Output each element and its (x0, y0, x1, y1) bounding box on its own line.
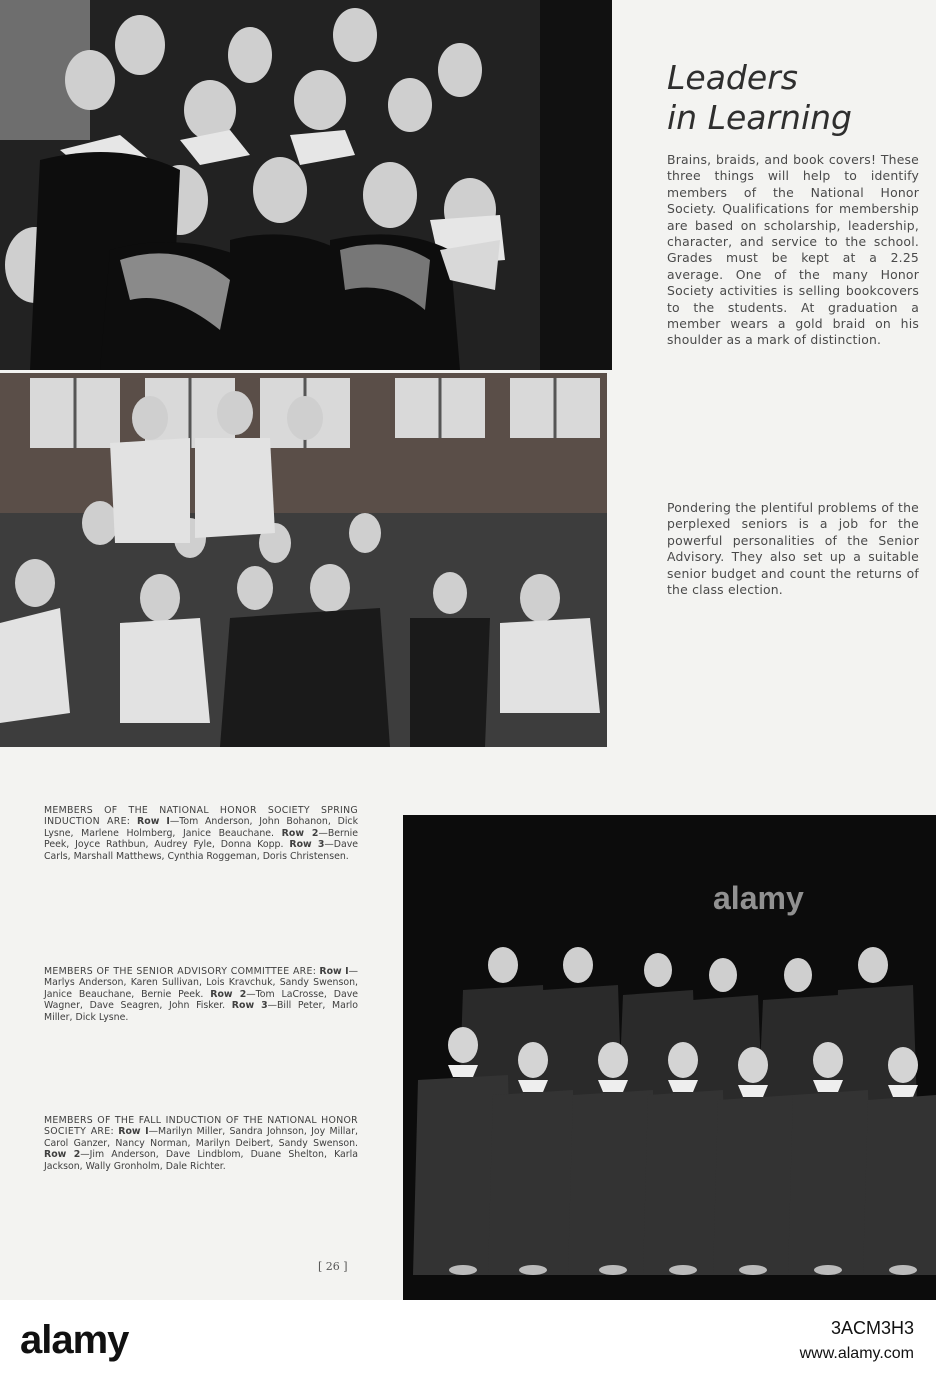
row-label: Row 2 (44, 1149, 81, 1161)
page-number: [ 26 ] (318, 1260, 348, 1273)
senior-advisory-caption (44, 966, 358, 1023)
row-names: —Tom Anderson, John Bohanon, Dick Lysne, Marlene Holmberg, Janice Beauchane. (44, 816, 359, 839)
headline (667, 58, 927, 138)
stock-footer (0, 1300, 936, 1390)
headline-line-2: in Learning (667, 98, 852, 137)
row-names: —Bill Peter, Marlo Miller, Dick Lysne. (44, 1000, 359, 1023)
honor-society-paragraph: Brains, braids, and book covers! These three things will help to identify members of the National Honor Society. Qualifications for membership are based on scholarship, leadership, character, and service to the school. Grades must be kept at a 2.25 average. One of the many Honor Society activities is selling bookcovers to the students. At graduation a member wears a gold braid on his shoulder as a mark of distinction. (667, 152, 919, 348)
caption-heading: MEMBERS OF THE FALL INDUCTION OF THE NATIONAL HONOR SOCIETY ARE: (44, 1115, 358, 1138)
row-label: Row 2 (210, 988, 247, 1000)
honor-society-spring-photo (0, 0, 612, 370)
image-id: 3ACM3H3 (830, 1318, 914, 1338)
row-names: —Bernie Peek, Joyce Rathbun, Audrey Fyle, Donna Kopp. (44, 827, 359, 851)
spring-induction-caption (44, 805, 358, 862)
watermark-logo: alamy (713, 880, 804, 916)
alamy-logo: alamy (20, 1318, 129, 1362)
fall-induction-caption (44, 1115, 358, 1172)
row-label: Row I (118, 1126, 149, 1138)
caption-heading: MEMBERS OF THE SENIOR ADVISORY COMMITTEE ARE: (44, 966, 317, 977)
fall-induction-photo (403, 815, 936, 1300)
row-names: —Marilyn Miller, Sandra Johnson, Joy Millar, Carol Ganzer, Nancy Norman, Marilyn Deibert, Sandy Swenson. (44, 1126, 358, 1149)
row-names: —Jim Anderson, Dave Lindblom, Duane Shelton, Karla Jackson, Wally Gronholm, Dale Richter. (44, 1149, 359, 1172)
row-names: —Marlys Anderson, Karen Sullivan, Lois Kravchuk, Sandy Swenson, Janice Beauchane, Bernie Peek. (44, 966, 358, 1000)
row-label: Row 3 (289, 839, 325, 851)
senior-advisory-paragraph: Pondering the plentiful problems of the perplexed seniors is a job for the powerful personalities of the Senior Advisory. They also set up a suitable senior budget and count the returns of the class election. (667, 500, 919, 598)
row-label: Row 3 (231, 1000, 268, 1012)
caption-heading: MEMBERS OF THE NATIONAL HONOR SOCIETY SPRING INDUCTION ARE: (44, 805, 358, 828)
headline-line-1: Leaders (667, 58, 798, 97)
row-label: Row I (137, 816, 170, 828)
row-label: Row 2 (281, 827, 319, 839)
row-names: —Tom LaCrosse, Dave Wagner, Dave Seagren, John Fisker. (44, 988, 359, 1012)
senior-advisory-photo (0, 373, 607, 747)
row-names: —Dave Carls, Marshall Matthews, Cynthia Roggeman, Doris Christensen. (44, 839, 359, 862)
stock-url: www.alamy.com (799, 1345, 914, 1362)
row-label: Row I (319, 966, 349, 977)
